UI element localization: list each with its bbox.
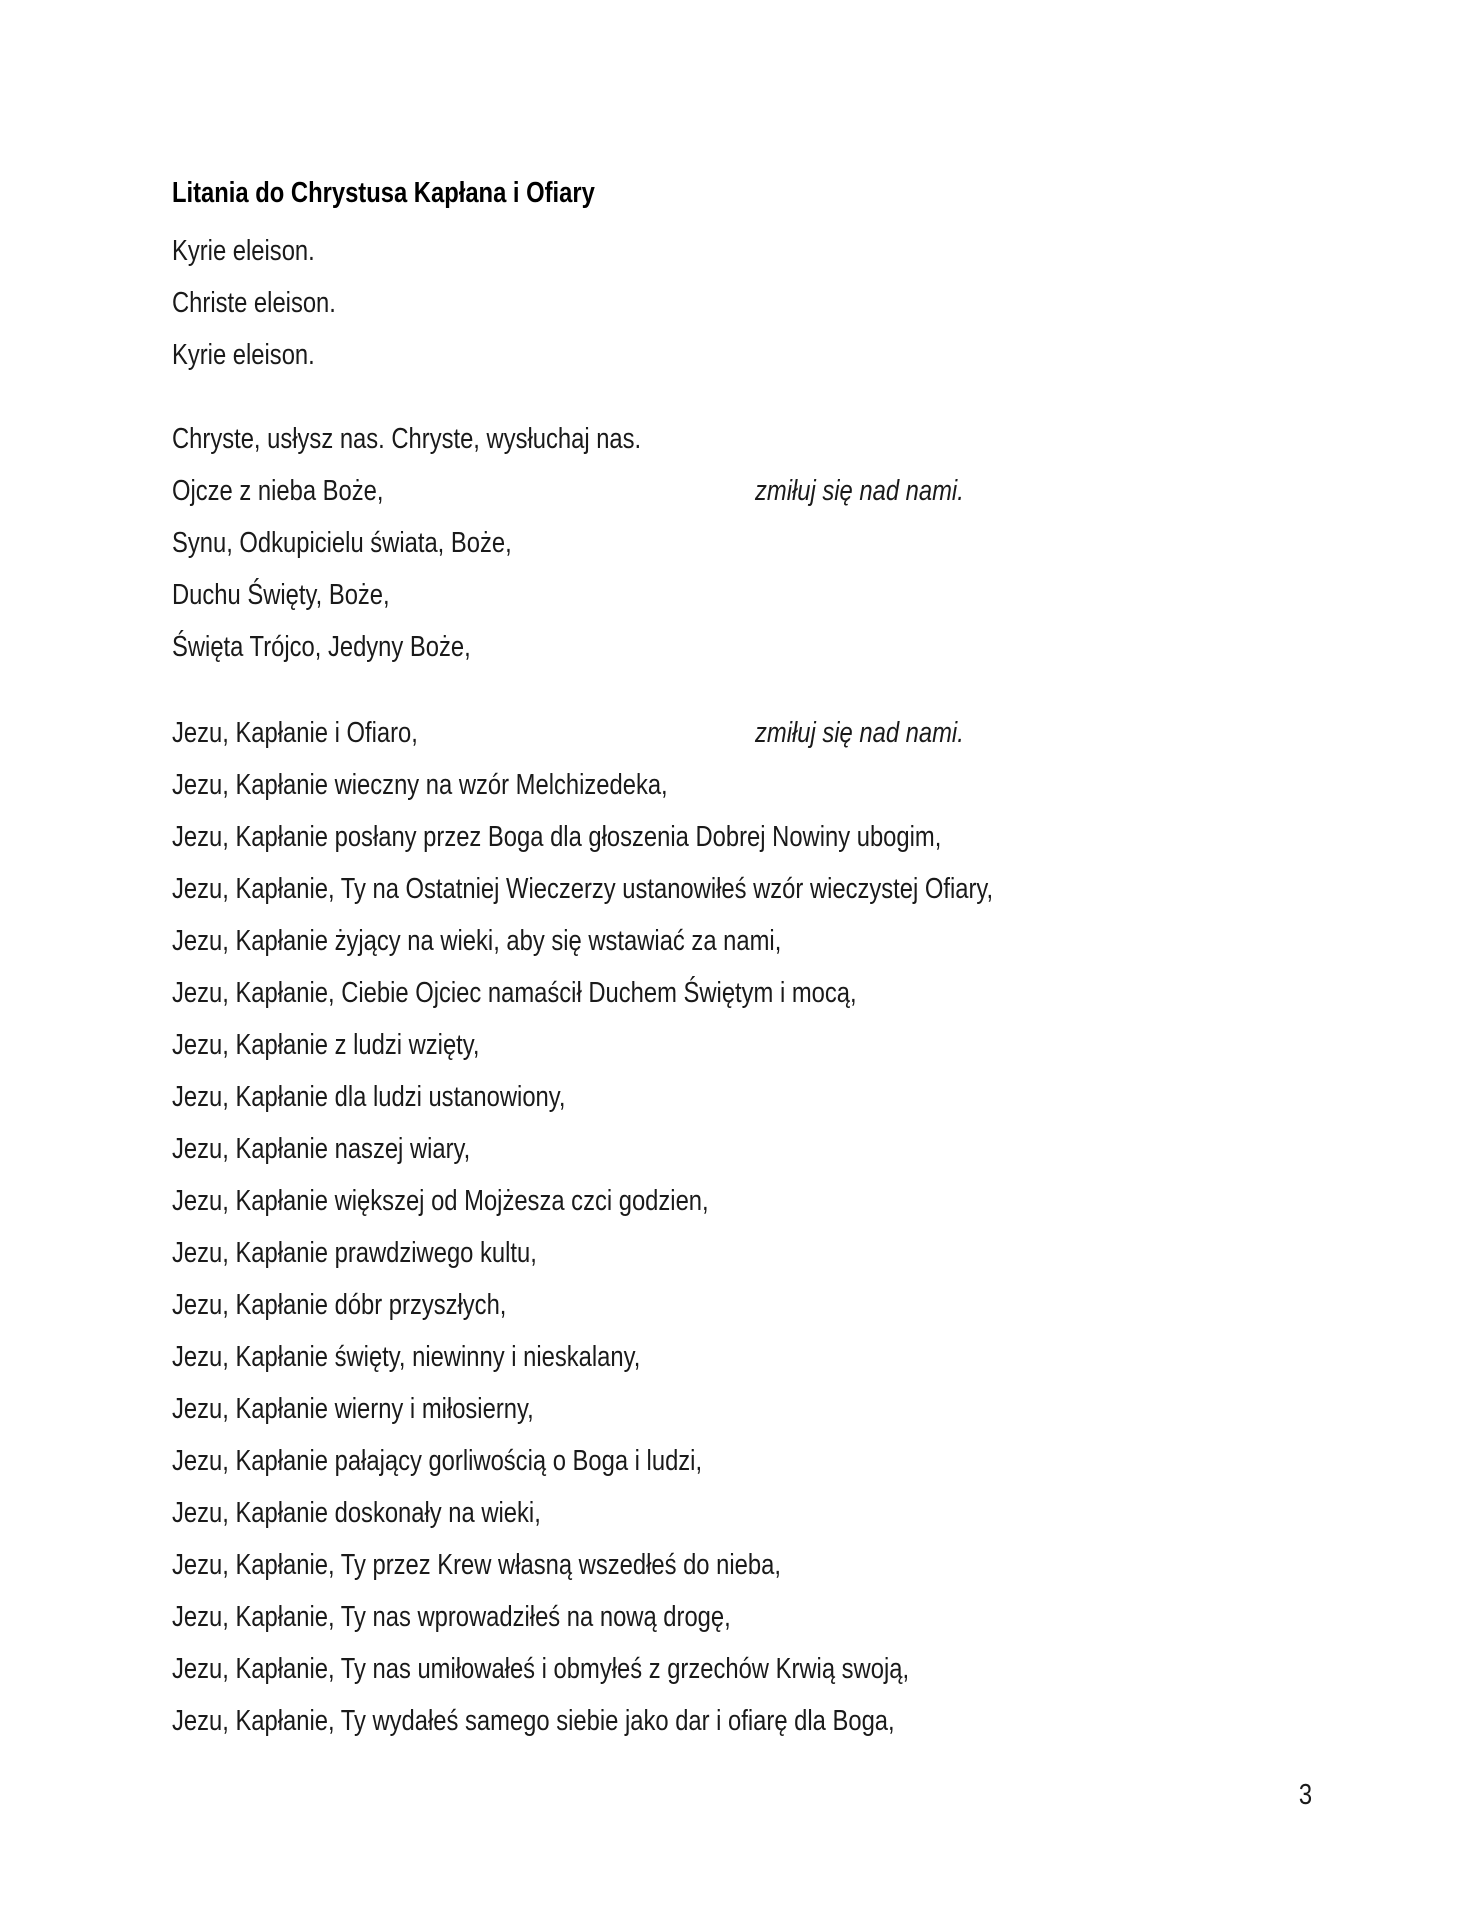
document-title-text: Litania do Chrystusa Kapłana i Ofiary [172,177,595,209]
invocation-line [172,569,1312,621]
invocation-text: Jezu, Kapłanie dla ludzi ustanowiony, [172,1081,566,1113]
invocation-text: Jezu, Kapłanie, Ty wydałeś samego siebie jako dar i ofiarę dla Boga, [172,1705,895,1737]
kyrie-text: Kyrie eleison. [172,235,315,267]
invocation-line [172,1175,1312,1227]
invocation-line [172,621,1312,673]
kyrie-line [172,329,1312,381]
invocation-text: Jezu, Kapłanie, Ty nas wprowadziłeś na nową drogę, [172,1601,731,1633]
blank-line [172,381,1312,413]
invocation-line [172,1019,1312,1071]
invocation-line [172,863,1312,915]
kyrie-text: Kyrie eleison. [172,339,315,371]
invocation-line [172,1123,1312,1175]
invocation-text: Jezu, Kapłanie, Ty nas umiłowałeś i obmyłeś z grzechów Krwią swoją, [172,1653,910,1685]
invocation-line [172,1279,1312,1331]
invocation-line [172,1383,1312,1435]
invocation-line [172,915,1312,967]
invocation-line [172,1331,1312,1383]
invocation-line [172,707,1312,759]
invocation-text: Jezu, Kapłanie z ludzi wzięty, [172,1029,480,1061]
invocation-text: Jezu, Kapłanie, Ty na Ostatniej Wieczerzy ustanowiłeś wzór wieczystej Ofiary, [172,873,994,905]
invocation-line [172,1227,1312,1279]
invocation-text: Jezu, Kapłanie wierny i miłosierny, [172,1393,534,1425]
invocation-text: Jezu, Kapłanie święty, niewinny i nieskalany, [172,1341,641,1373]
invocation-text: Jezu, Kapłanie większej od Mojżesza czci godzien, [172,1185,709,1217]
invocation-text: Jezu, Kapłanie, Ciebie Ojciec namaścił Duchem Świętym i mocą, [172,977,857,1009]
page-footer [172,1769,1312,1821]
response-text: zmiłuj się nad nami. [755,475,964,507]
invocation-text: Jezu, Kapłanie pałający gorliwością o Boga i ludzi, [172,1445,703,1477]
opening-call-line [172,413,1312,465]
invocation-text: Jezu, Kapłanie żyjący na wieki, aby się wstawiać za nami, [172,925,782,957]
opening-call-text: Chryste, usłysz nas. Chryste, wysłuchaj nas. [172,423,642,455]
invocation-text: Synu, Odkupicielu świata, Boże, [172,527,512,559]
invocation-text: Jezu, Kapłanie i Ofiaro, [172,717,418,749]
invocation-line [172,1643,1312,1695]
invocation-text: Duchu Święty, Boże, [172,579,390,611]
invocation-text: Święta Trójco, Jedyny Boże, [172,631,471,663]
invocation-text: Ojcze z nieba Boże, [172,475,384,507]
page-number: 3 [1298,1779,1312,1811]
invocation-text: Jezu, Kapłanie dóbr przyszłych, [172,1289,507,1321]
kyrie-line [172,277,1312,329]
invocation-text: Jezu, Kapłanie, Ty przez Krew własną wszedłeś do nieba, [172,1549,781,1581]
invocation-line [172,1539,1312,1591]
kyrie-line [172,225,1312,277]
invocation-text: Jezu, Kapłanie doskonały na wieki, [172,1497,541,1529]
invocation-line [172,465,1312,517]
invocation-line [172,967,1312,1019]
invocation-text: Jezu, Kapłanie naszej wiary, [172,1133,471,1165]
invocation-line [172,1487,1312,1539]
blank-line [172,673,1312,707]
invocation-text: Jezu, Kapłanie posłany przez Boga dla głoszenia Dobrej Nowiny ubogim, [172,821,942,853]
invocation-line [172,1071,1312,1123]
kyrie-text: Christe eleison. [172,287,336,319]
response-text: zmiłuj się nad nami. [755,717,964,749]
invocation-line [172,1435,1312,1487]
invocation-line [172,517,1312,569]
invocation-text: Jezu, Kapłanie prawdziwego kultu, [172,1237,537,1269]
invocation-line [172,1591,1312,1643]
invocation-line [172,811,1312,863]
document-title [172,167,1312,219]
invocation-line [172,1695,1312,1747]
invocation-line [172,759,1312,811]
invocation-text: Jezu, Kapłanie wieczny na wzór Melchizedeka, [172,769,668,801]
